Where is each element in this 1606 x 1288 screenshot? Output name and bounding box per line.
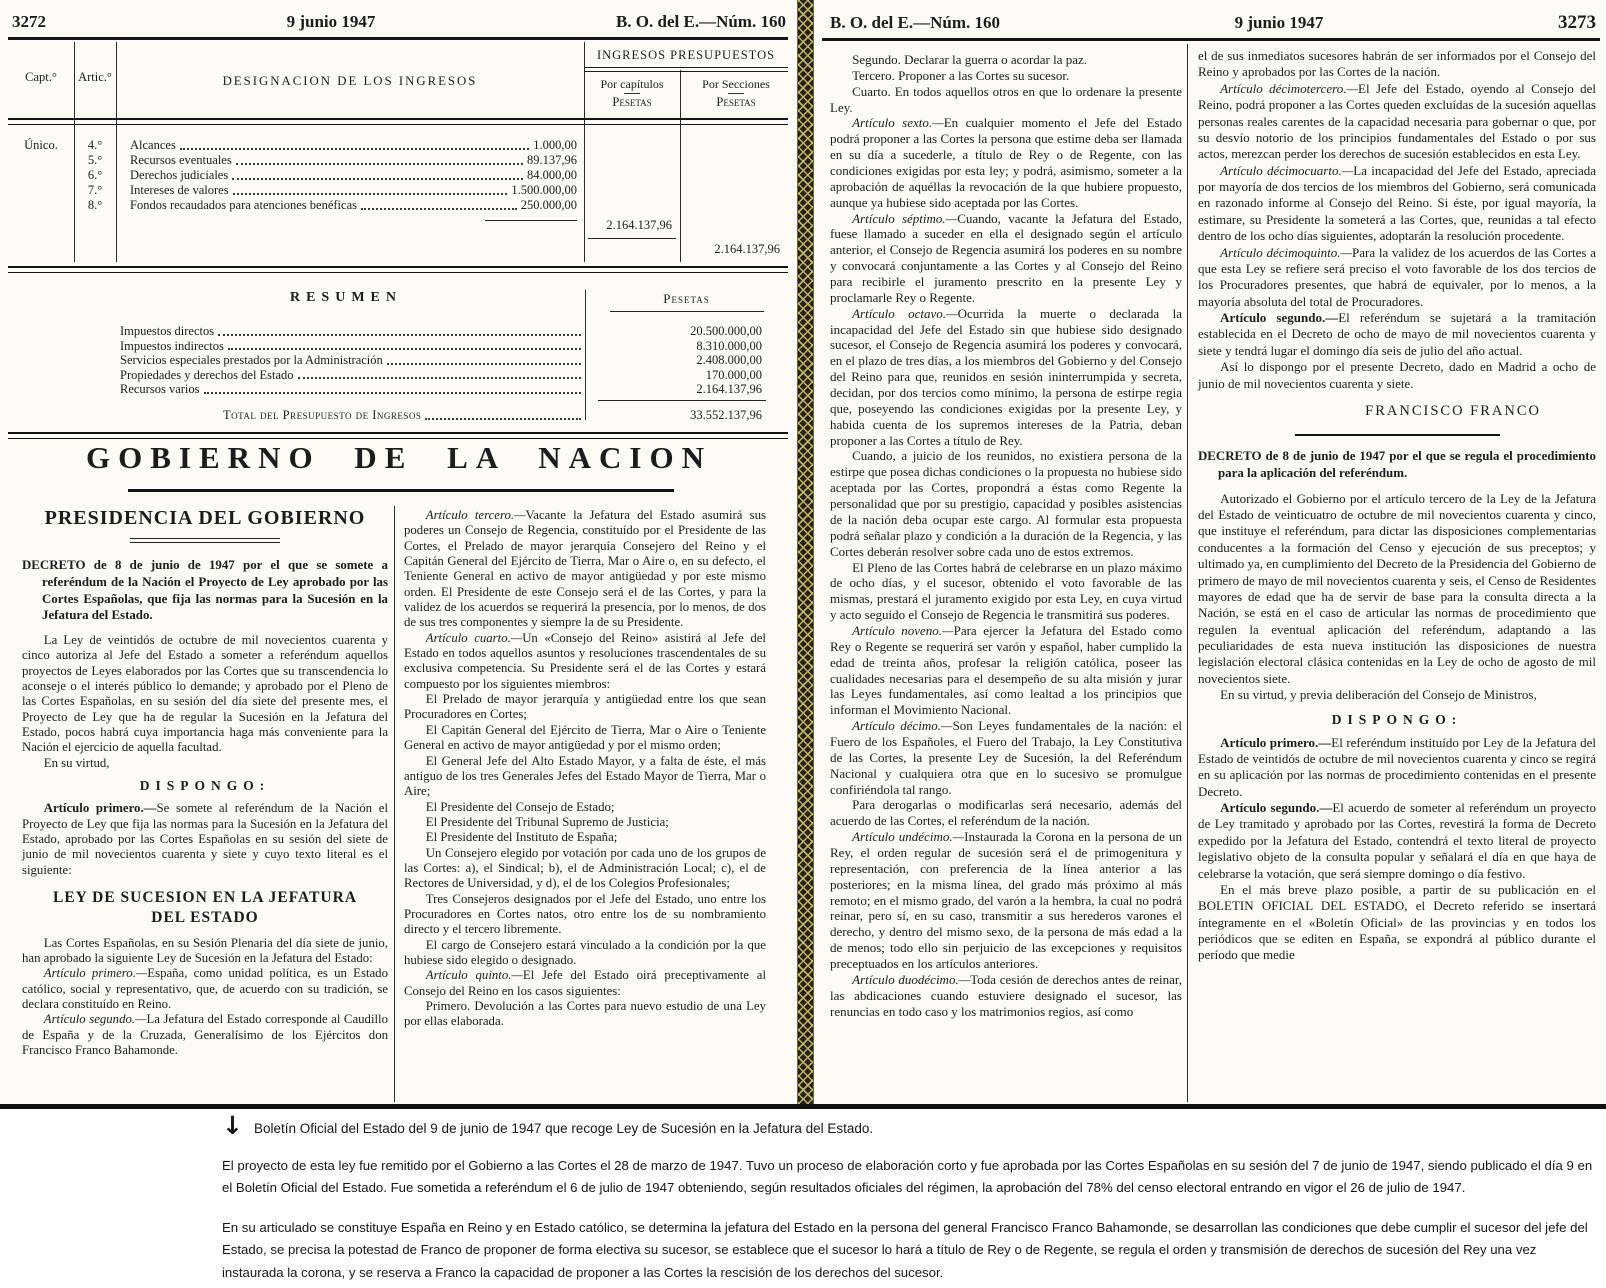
paragraph: El Capitán General del Ejército de Tierra, Mar o Aire o Teniente General en activo de mayor antigüedad y por el mismo orden;	[404, 722, 766, 753]
caption-paragraph: El proyecto de esta ley fue remitido por el Gobierno a las Cortes el 28 de marzo de 1947. Tuvo un proceso de elaboración corto y fue aprobada por las Cortes Españolas en su sesión del 7 de junio de 1947, siendo publicado el día 9 en el Boletín Oficial del Estado. Fue sometida a referéndum el 6 de julio de 1947 obteniendo, según resultados oficiales del régimen, la aprobación del 78% del censo electoral entrando en vigor el 26 de julio de 1947.	[222, 1158, 1593, 1196]
article-number: 4.°	[87, 138, 103, 152]
paragraph	[404, 508, 766, 631]
table-row	[130, 138, 577, 153]
paragraph	[830, 972, 1182, 1020]
left-page-date: 9 junio 1947	[286, 12, 376, 31]
article-lead: Artículo primero.—	[43, 966, 148, 981]
article-text: Instaurada la Corona en la persona de un Rey, el orden regular de sucesión será el de primogenitura y representación, con preferencia de la línea anterior a las posteriores; en la misma línea, del grado más próximo al más remoto; en el mismo grado, del varón a la hembra, la cual no podrá reinar, pero sí, en su caso, transmitir a sus herederos varones el derecho, y dentro del mismo sexo, de la persona de más edad a la de menos; todo ello sin perjuicio de las excepciones y requisitos preceptuados en los artículos anteriores.	[830, 829, 1182, 971]
table-row	[8, 382, 788, 397]
paragraph	[830, 623, 1182, 718]
caption-title: Boletín Oficial del Estado del 9 de junio de 1947 que recoge Ley de Sucesión en la Jefatura del Estado.	[253, 1121, 874, 1136]
section-title: GOBIERNO DE LA NACION	[86, 440, 712, 475]
table-group-header: INGRESOS PRESUPUESTOS	[596, 48, 776, 62]
paragraph: Un Consejero elegido por votación por cada uno de los grupos de las Cortes: a), el Sindical; b), el de Administración Local; c), el de Rectores de Universidad, y d), el de los Colegios Profesionales;	[404, 845, 766, 891]
amount: 2.408.000,00	[696, 353, 762, 368]
article-text: La incapacidad del Jefe del Estado, apreciada por mayoría de dos tercios de los miembros del Gobierno, será comunicada en razonado informe al Consejo del Reino. Si éste, por igual mayoría, la estimare, su Presidente la someterá a las Cortes, que, reunidas a tal efecto dentro de los ocho días siguientes, adoptarán la resolución procedente.	[1198, 162, 1596, 244]
total-by-sections: 2.164.137,96	[714, 242, 780, 256]
article-text: El referéndum instituído por Ley de la Jefatura del Estado de veintidós de octubre de mil novecientos cuarenta y cinco se regirá en su aplicación por las normas de procedimiento contenidas en el presente Decreto.	[1198, 734, 1596, 799]
designation: Recursos eventuales	[130, 153, 232, 167]
paragraph: Así lo dispongo por el presente Decreto, dado en Madrid a ocho de junio de mil novecientos cuarenta y siete.	[1198, 359, 1596, 391]
dot-leader	[425, 418, 581, 420]
article-lead: Artículo sexto.—	[852, 115, 944, 131]
table-rule	[8, 432, 788, 439]
table-row	[8, 324, 788, 339]
article-lead: Artículo primero.—	[1220, 734, 1332, 750]
paragraph: En su virtud,	[43, 755, 110, 770]
total-label: Total del Presupuesto de Ingresos	[223, 408, 422, 422]
table-rule	[584, 67, 788, 72]
paragraph: El cargo de Consejero estará vinculado a la condición por la que hubiese sido elegido o designado.	[404, 937, 766, 967]
label: Propiedades y derechos del Estado	[120, 367, 294, 382]
right-page-number: 3273	[1557, 12, 1596, 33]
table-rule	[598, 400, 766, 401]
label: Impuestos directos	[120, 324, 215, 338]
column-rule	[1187, 44, 1188, 1102]
table-rule	[8, 118, 788, 125]
section-rule	[1295, 434, 1500, 436]
designation: Intereses de valores	[130, 183, 229, 197]
amount: 1.000,00	[533, 138, 577, 152]
article-text: Para ejercer la Jefatura del Estado como Rey o Regente se requerirá ser varón y español, haber cumplido la edad de treinta años, profesar la religión católica, poseer las cualidades necesarias para el desempeño de su alta misión y jurar las Leyes fundamentales, así como lealtad a los principios que informan el Movimiento Nacional.	[830, 622, 1182, 718]
left-page-header	[12, 12, 786, 32]
designation: Fondos recaudados para atenciones benéficas	[130, 198, 357, 212]
article-lead: Artículo segundo.—	[43, 1012, 147, 1027]
paragraph	[22, 801, 388, 878]
dispongo-heading: DISPONGO:	[139, 778, 271, 794]
table-col-sections	[684, 78, 788, 110]
paragraph: Primero. Devolución a las Cortes para nuevo estudio de una Ley por ellas elaborada.	[404, 999, 766, 1029]
table-rule	[588, 238, 676, 239]
article-text: En cualquier momento el Jefe del Estado podrá proponer a las Cortes la persona que estime deba ser llamada en su día a sucederle, a título de Rey o de Regente, con las condiciones exigidas por esta ley; y podrá, asimismo, someter a la aprobación de aquéllas la revocación de la que hubiere propuesto, aunque ya hubiese sido aceptada por las Cortes.	[830, 115, 1182, 210]
paragraph: Tercero. Proponer a las Cortes su sucesor.	[852, 67, 1070, 83]
resumen-title: RESUMEN	[289, 290, 402, 305]
left-page-column-1	[22, 506, 388, 1058]
table-row	[8, 353, 788, 368]
paragraph	[830, 718, 1182, 797]
left-page-issue: B. O. del E.—Núm. 160	[615, 12, 786, 31]
heading-rule	[130, 538, 280, 543]
table-rule	[624, 93, 640, 94]
paragraph: Cuarto. En todos aquellos otros en que lo ordenare la presente Ley.	[830, 83, 1182, 115]
signature: FRANCISCO FRANCO	[1365, 402, 1541, 419]
article-lead: Artículo segundo.—	[1220, 310, 1339, 325]
article-lead: Artículo décimo.—	[852, 718, 953, 734]
paragraph	[404, 631, 766, 692]
label: Recursos varios	[120, 382, 200, 397]
amount: 2.164.137,96	[696, 382, 762, 397]
table-row	[8, 339, 788, 354]
total-by-chapters: 2.164.137,96	[606, 218, 672, 232]
paragraph: Autorizado el Gobierno por el artículo tercero de la Ley de la Jefatura del Estado de veinticuatro de octubre de mil novecientos cuarenta y cinco, que instituye el referéndum, para dictar las disposiciones complementarias conducentes a la formación del Censo y ejecución de sus preceptos; y ultimado ya, en cumplimiento del Decreto de la Presidencia del Gobierno de primero de mayo de mil novecientos cuarenta y seis, el Censo de Residentes mayores de edad que ha de servir de base para la consulta directa a la Nación, se está en el caso de articular las normas de procedimiento que regulen la eventual aplicación del referéndum, adaptando a las peculiaridades de esta nueva institución las disposiciones de nuestra legislación electoral clásica contenidas en la Ley de ocho de agosto de mil novecientos siete.	[1198, 490, 1596, 686]
article-text: El referéndum se sujetará a la tramitación establecida en el Decreto de ocho de mayo de mil novecientos cuarenta y siete y tendrá lugar el domingo día seis de julio del año actual.	[1198, 310, 1596, 358]
col-label: Por capítulos	[600, 77, 664, 91]
article-text: La Jefatura del Estado corresponde al Caudillo de España y de la Cruzada, Generalísimo de los Ejércitos don Francisco Franco Bahamonde.	[22, 1012, 389, 1058]
resumen-rows	[8, 324, 788, 397]
decree-title: DECRETO de 8 de junio de 1947 por el que se regula el procedimiento para la aplicación del referéndum.	[1198, 449, 1596, 480]
left-page-column-2	[404, 508, 766, 1030]
article-text: España, como unidad política, es un Estado católico, social y representativo, que, de acuerdo con su tradición, se declara constituído en Reino.	[22, 966, 388, 1012]
table-col-chapters	[584, 78, 680, 110]
currency-label: Pesetas	[612, 95, 652, 110]
paragraph: El General Jefe del Alto Estado Mayor, y a falta de éste, el más antiguo de los tres Generales Jefes del Estado Mayor de Tierra, Mar o Aire;	[404, 753, 766, 799]
amount: 1.500.000,00	[511, 183, 577, 197]
table-col-chapter: Capt.°	[25, 70, 57, 84]
table-rule	[728, 93, 744, 94]
article-lead: Artículo primero.—	[43, 801, 157, 816]
paragraph	[1198, 163, 1596, 245]
paragraph: El Pleno de las Cortes habrá de celebrarse en un plazo máximo de ocho días, y el sucesor, obtenido el voto favorable de las mismas, prestará el juramento exigido por esta Ley, en cuya virtud y acto seguido el Consejo de Regencia le transmitirá sus poderes.	[830, 559, 1182, 623]
col-label: Por Secciones	[702, 77, 770, 91]
dot-leader	[233, 193, 508, 195]
presidency-heading: PRESIDENCIA DEL GOBIERNO	[44, 507, 366, 529]
paragraph: El Presidente del Tribunal Supremo de Justicia;	[425, 814, 669, 829]
paragraph	[22, 966, 388, 1012]
paragraph: El Presidente del Consejo de Estado;	[425, 799, 615, 814]
amount: 8.310.000,00	[696, 338, 762, 353]
dispongo-heading: DISPONGO:	[1331, 711, 1463, 727]
column-rule	[394, 506, 395, 1102]
article-number: 5.°	[87, 153, 103, 167]
paragraph	[1198, 735, 1596, 801]
paragraph	[1198, 800, 1596, 882]
article-lead: Artículo décimotercero.—	[1220, 80, 1359, 96]
caption-paragraph: En su articulado se constituye España en Reino y en Estado católico, se determina la jefatura del Estado en la persona del general Francisco Franco Bahamonde, se desarrollan las condiciones que debe cumplir el sucesor del jefe del Estado, se precisa la potestad de Franco de proponer de forma electiva su sucesor, se establece que el sucesor lo hará a título de Rey o de Regente, se regula el orden y transmisión de derechos de sucesión del Rey una vez instaurada la corona, y se reserva a Franco la capacidad de proponer a las Cortes la rescisión de los derechos del sucesor.	[222, 1219, 1588, 1280]
dot-leader	[180, 148, 529, 150]
article-text: El Jefe del Estado, oyendo al Consejo del Reino, podrá proponer a las Cortes queden excluídas de la sucesión aquellas personas reales carentes de la capacidad necesaria para gobernar o que, por su desvío notorio de los principios fundamentales del Estado o por sus actos, merezcan perder los derechos de sucesión establecidos en esta Ley.	[1198, 80, 1597, 162]
article-text: El acuerdo de someter al referéndum un proyecto de Ley tramitado y aprobado por las Cortes, revestirá la forma de Decreto expedido por la Jefatura del Estado, contendrá el texto literal de proyecto legislativo objeto de la consulta popular y señalará el día en que haya de celebrarse la votación, que será siempre domingo o día festivo.	[1198, 800, 1596, 881]
section-title-rule	[128, 489, 674, 492]
right-page-column-1	[830, 52, 1182, 1019]
article-number: 6.°	[87, 168, 103, 182]
article-lead: Artículo cuarto.—	[425, 630, 523, 645]
header-rule	[8, 37, 788, 40]
amount: 170.000,00	[705, 367, 762, 382]
paragraph	[404, 968, 766, 999]
ornamental-page-divider	[797, 0, 814, 1104]
table-row	[8, 368, 788, 383]
paragraph: Cuando, a juicio de los reunidos, no existiera persona de la estirpe que posea dichas condiciones o la propuesta no hubiese sido aceptada por las Cortes, propondrá a éstas como Regente la personalidad que por su prestigio, capacidad y posibles asistencias de la nación deba ocupar este cargo. Al formular esta propuesta podrá señalar plazo y condición a la duración de la Regencia, y las Cortes deberán resolver sobre cada uno de estos extremos.	[830, 448, 1182, 559]
article-lead: Artículo séptimo.—	[852, 210, 958, 226]
dot-leader	[228, 348, 581, 350]
amount: 89.137,96	[527, 153, 577, 167]
article-text: Vacante la Jefatura del Estado asumirá sus poderes un Consejo de Regencia, constituído por el Presidente de las Cortes, el Prelado de mayor jerarquía Consejero del Reino y el Capitán General del Ejército de Tierra, Mar o Aire o, en su defecto, el Teniente General en activo de mayor antigüedad y por este mismo orden. El Presidente de este Consejo será el de las Cortes, y para la validez de los acuerdos se requerirá la presencia, por lo menos, de dos de sus tres componentes y siempre la de su Presidente.	[404, 508, 766, 630]
article-lead: Artículo undécimo.—	[852, 829, 965, 845]
table-rule	[610, 311, 764, 312]
table-row	[130, 183, 577, 198]
paragraph: El Prelado de mayor jerarquía y antigüedad entre los que sean Procuradores en Cortes;	[404, 692, 766, 722]
paragraph: Las Cortes Españolas, en su Sesión Plenaria del día siete de junio, han aprobado la siguiente Ley de Sucesión en la Jefatura del Estado:	[22, 935, 388, 966]
article-number: 7.°	[87, 183, 103, 197]
paragraph: El Presidente del Instituto de España;	[425, 830, 618, 845]
paragraph: La Ley de veintidós de octubre de mil novecientos cuarenta y cinco autoriza al Jefe del Estado a someter a referéndum aquellos proyectos de Leyes elaborados por las Cortes que su transcendencia lo aconseje o el interés público lo demande; y aprobado por el Pleno de las Cortes Españolas, en su sesión del día siete del presente mes, el Proyecto de Ley que ha de regular la Sucesión en la Jefatura del Estado, pocos habrá cuya importancia haga más conveniente para la Nación el ejercicio de aquella facultad.	[22, 633, 388, 755]
header-rule	[822, 38, 1600, 41]
table-col-designation: DESIGNACION DE LOS INGRESOS	[222, 74, 478, 88]
right-page-column-2	[1198, 48, 1596, 964]
caption-title-row	[222, 1111, 1600, 1140]
dot-leader	[387, 363, 581, 365]
article-text: Toda cesión de derechos antes de reinar, las abdicaciones cuando estuviere designado el sucesor, las renuncias en todo caso y los matrimonios regios, así como	[830, 971, 1182, 1019]
article-lead: Artículo tercero.—	[425, 508, 526, 522]
left-page-number: 3272	[12, 12, 46, 31]
article-lead: Artículo duodécimo.—	[852, 971, 971, 987]
article-lead: Artículo quinto.—	[425, 968, 523, 983]
designation: Alcances	[130, 138, 176, 152]
law-title-line: LEY DE SUCESION EN LA JEFATURA	[52, 889, 358, 907]
paragraph	[1198, 81, 1596, 163]
article-text: Se somete al referéndum de la Nación el Proyecto de Ley que fija las normas para la Sucesión en la Jefatura del Estado, aprobado por las Cortes Españolas en su sesión del siete de junio de mil novecientos cuarenta y siete y cuyo texto literal es el siguiente:	[22, 801, 388, 877]
dot-leader	[204, 392, 582, 394]
dot-leader	[361, 208, 517, 210]
right-page-header	[830, 12, 1596, 34]
article-lead: Artículo segundo.—	[1220, 800, 1333, 816]
paragraph: Tres Consejeros designados por el Jefe del Estado, uno entre los Procuradores en Cortes natos, otro entre los de su nombramiento directo y el tercero libremente.	[404, 891, 766, 937]
paragraph	[830, 211, 1182, 306]
paragraph	[1198, 310, 1596, 359]
dot-leader	[232, 178, 523, 180]
resumen-table	[8, 282, 788, 428]
article-text: Cuando, vacante la Jefatura del Estado, fuese llamado a suceder en ella el designado según el artículo anterior, el Consejo de Regencia asumirá los poderes en su nombre y convocará conjuntamente a las Cortes y al Consejo del Reino para recibirle el juramento prescrito en la presente Ley y proclamarle Rey o Regente.	[830, 210, 1183, 305]
law-title-line: DEL ESTADO	[151, 908, 259, 926]
right-page-date: 9 junio 1947	[1234, 13, 1324, 32]
table-rule	[8, 266, 788, 273]
designation: Derechos judiciales	[130, 168, 229, 182]
decree-title: DECRETO de 8 de junio de 1947 por el que se somete a referéndum de la Nación el Proyecto de Ley aprobado por las Cortes Españolas, que fija las normas para la Sucesión en la Jefatura del Estado.	[22, 558, 388, 623]
paragraph	[1198, 245, 1596, 311]
amount: 20.500.000,00	[690, 324, 762, 338]
chapter-cell: Único.	[24, 138, 58, 152]
article-lead: Artículo octavo.—	[852, 305, 958, 321]
article-text: Un «Consejo del Reino» asistirá al Jefe del Estado en todos aquellos asuntos y resoluciones trascendentales de su exclusiva competencia. Su Presidente será el de las Cortes y estará compuesto por los siguientes miembros:	[404, 630, 766, 691]
budget-table	[8, 42, 788, 268]
amount: 250.000,00	[520, 198, 577, 212]
table-rule	[680, 70, 681, 262]
paragraph: Segundo. Declarar la guerra o acordar la paz.	[852, 52, 1088, 67]
article-text: Son Leyes fundamentales de la nación: el Fuero de los Españoles, el Fuero del Trabajo, la Ley Constitutiva de las Cortes, la presente Ley de Sucesión, la del Referéndum Nacional y cualquiera otra que en lo sucesivo se promulgue confiriéndola tal rango.	[830, 718, 1182, 797]
paragraph: En el más breve plazo posible, a partir de su publicación en el BOLETIN OFICIAL DEL ESTADO, el Decreto referido se insertará íntegramente en el «Boletín Oficial» de las provincias y en todos los periódicos que se editen en España, se expondrá al público durante el período que medie	[1198, 881, 1596, 963]
table-row	[130, 168, 577, 183]
article-numbers	[74, 138, 116, 213]
currency-label: Pesetas	[716, 95, 756, 110]
dot-leader	[236, 163, 523, 165]
article-lead: Artículo noveno.—	[852, 622, 954, 638]
paragraph: En su virtud, y previa deliberación del Consejo de Ministros,	[1220, 687, 1537, 703]
article-text: El Jefe del Estado oirá preceptivamente al Consejo del Reino en los casos siguientes:	[404, 968, 767, 998]
table-row	[130, 153, 577, 168]
table-rule	[485, 220, 577, 221]
law-title	[22, 888, 388, 928]
article-lead: Artículo décimocuarto.—	[1220, 162, 1354, 178]
label: Impuestos indirectos	[120, 338, 224, 353]
total-amount: 33.552.137,96	[690, 408, 762, 422]
total-row	[8, 408, 788, 423]
article-text: Ocurrida la muerte o declarada la incapacidad del Jefe del Estado sin que hubiese sido designado sucesor, el Consejo de Regencia asumirá los poderes y convocará, en el plazo de tres días, a los miembros del Gobierno y del Consejo del Reino para que, reunidos en sesión ininterrumpida y secreta, decidan, por dos tercios como mínimo, la persona de estirpe regia que, poseyendo las condiciones exigidas por la presente Ley, y habida cuenta de los supremos intereses de la Patria, deban proponer a las Cortes a título de Rey.	[830, 305, 1182, 448]
dot-leader	[298, 377, 581, 379]
paragraph	[830, 306, 1182, 449]
paragraph	[22, 1012, 388, 1058]
paragraph: el de sus inmediatos sucesores habrán de ser informados por el Consejo del Reino y aprobados por las Cortes de la nación.	[1198, 48, 1596, 80]
paragraph: Para derogarlas o modificarlas será necesario, además del acuerdo de las Cortes, el referéndum de la nación.	[830, 797, 1182, 829]
paragraph	[830, 829, 1182, 972]
down-arrow-icon: ↓	[222, 1111, 243, 1140]
article-number: 8.°	[87, 198, 103, 212]
figure-caption	[222, 1111, 1600, 1284]
paragraph	[830, 115, 1182, 210]
label: Servicios especiales prestados por la Administración	[120, 353, 383, 368]
table-rows	[130, 138, 577, 213]
table-row	[130, 198, 577, 213]
article-text: Para la validez de los acuerdos de las Cortes a que esta Ley se refiere será preciso el voto favorable de los dos tercios de los Procuradores presentes, que habrá de equivaler, por lo menos, a la mayoría absoluta del total de Procuradores.	[1198, 244, 1596, 309]
table-col-article: Artic.°	[78, 70, 112, 84]
currency-label: Pesetas	[663, 291, 710, 306]
article-lead: Artículo décimoquinto.—	[1220, 244, 1353, 260]
right-page-issue: B. O. del E.—Núm. 160	[830, 13, 1001, 32]
amount: 84.000,00	[527, 168, 577, 182]
dot-leader	[218, 334, 581, 336]
